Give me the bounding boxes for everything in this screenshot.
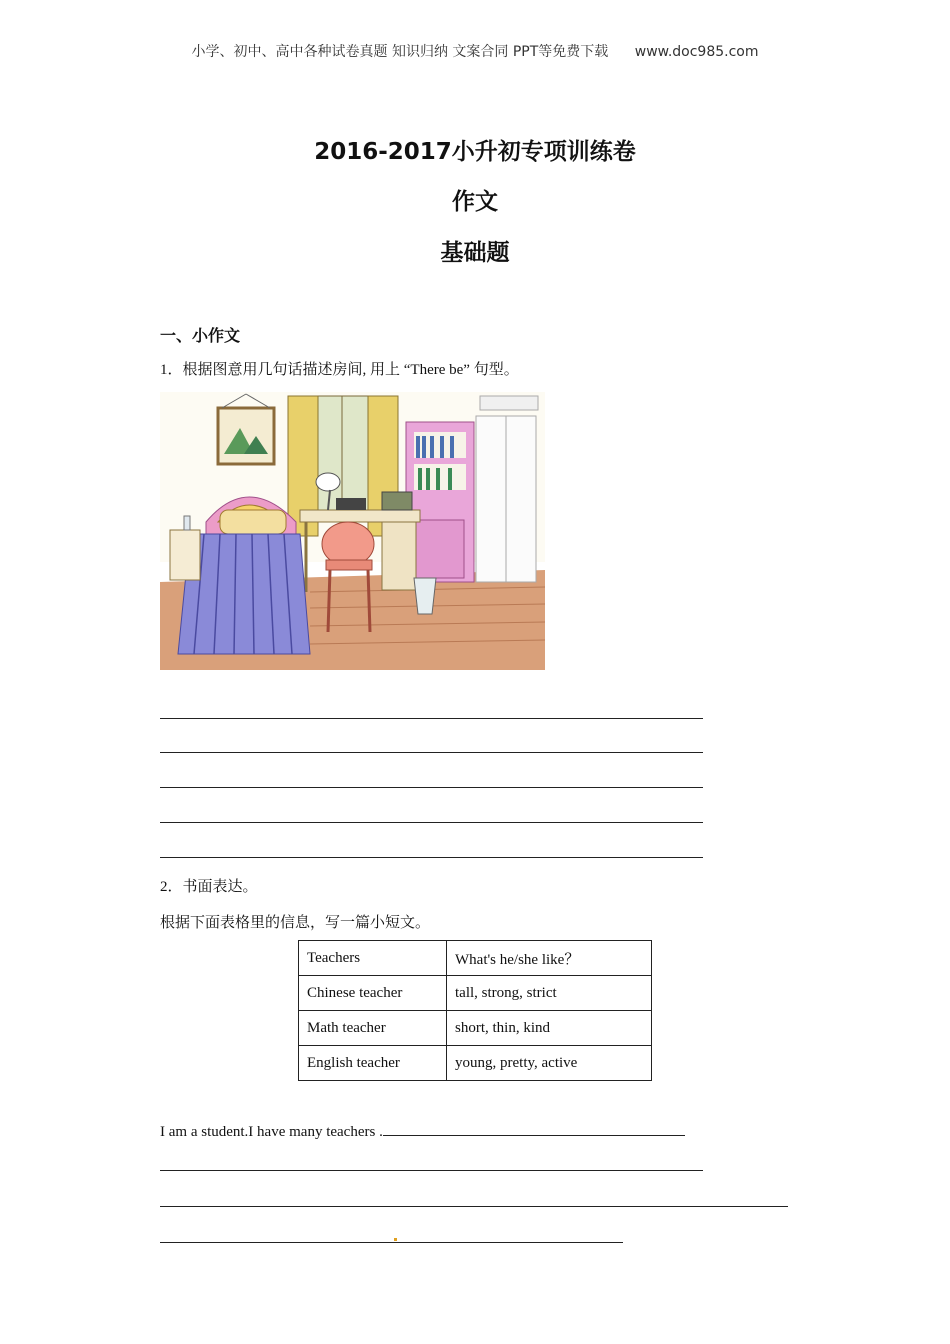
exam-level: 基础题 [440,240,510,266]
answer-line[interactable] [160,718,703,719]
question-2-instruction: 根据下面表格里的信息，写一篇小短文。 [160,915,431,931]
answer-line[interactable] [160,1242,623,1243]
answer-line[interactable] [160,752,703,753]
table-header-cell: Teachers [299,941,447,976]
table-row [299,1046,652,1081]
question-1: 1．根据图意用几句话描述房间, 用上 “There be” 句型。 [160,362,519,378]
table-cell: English teacher [299,1046,447,1081]
section-heading: 一、小作文 [160,326,241,345]
table-row [299,976,652,1011]
header-url[interactable]: www.doc985.com [634,44,759,60]
answer-line[interactable] [383,1121,685,1136]
table-cell: tall, strong, strict [447,976,652,1011]
page-header [0,41,950,61]
answer-line[interactable] [160,1206,788,1207]
table-row [299,1011,652,1046]
table-cell: young, pretty, active [447,1046,652,1081]
exam-subject: 作文 [452,189,498,215]
answer-line[interactable] [160,857,703,858]
question-2: 2．书面表达。 [160,879,258,895]
answer-line[interactable] [160,1170,703,1171]
table-cell: short, thin, kind [447,1011,652,1046]
essay-start-text: I am a student.I have many teachers . [160,1124,383,1140]
header-text: 小学、初中、高中各种试卷真题 知识归纳 文案合同 PPT等免费下载 [191,44,609,60]
bedroom-illustration [160,392,545,670]
stray-dot [394,1238,397,1241]
table-cell: Math teacher [299,1011,447,1046]
table-cell: Chinese teacher [299,976,447,1011]
teacher-info-table [298,940,652,1081]
answer-line[interactable] [160,787,703,788]
exam-title: 2016-2017小升初专项训练卷 [314,139,636,165]
essay-opening [160,1121,685,1141]
table-header-cell: What's he/she like？ [447,941,652,976]
table-header-row [299,941,652,976]
answer-line[interactable] [160,822,703,823]
